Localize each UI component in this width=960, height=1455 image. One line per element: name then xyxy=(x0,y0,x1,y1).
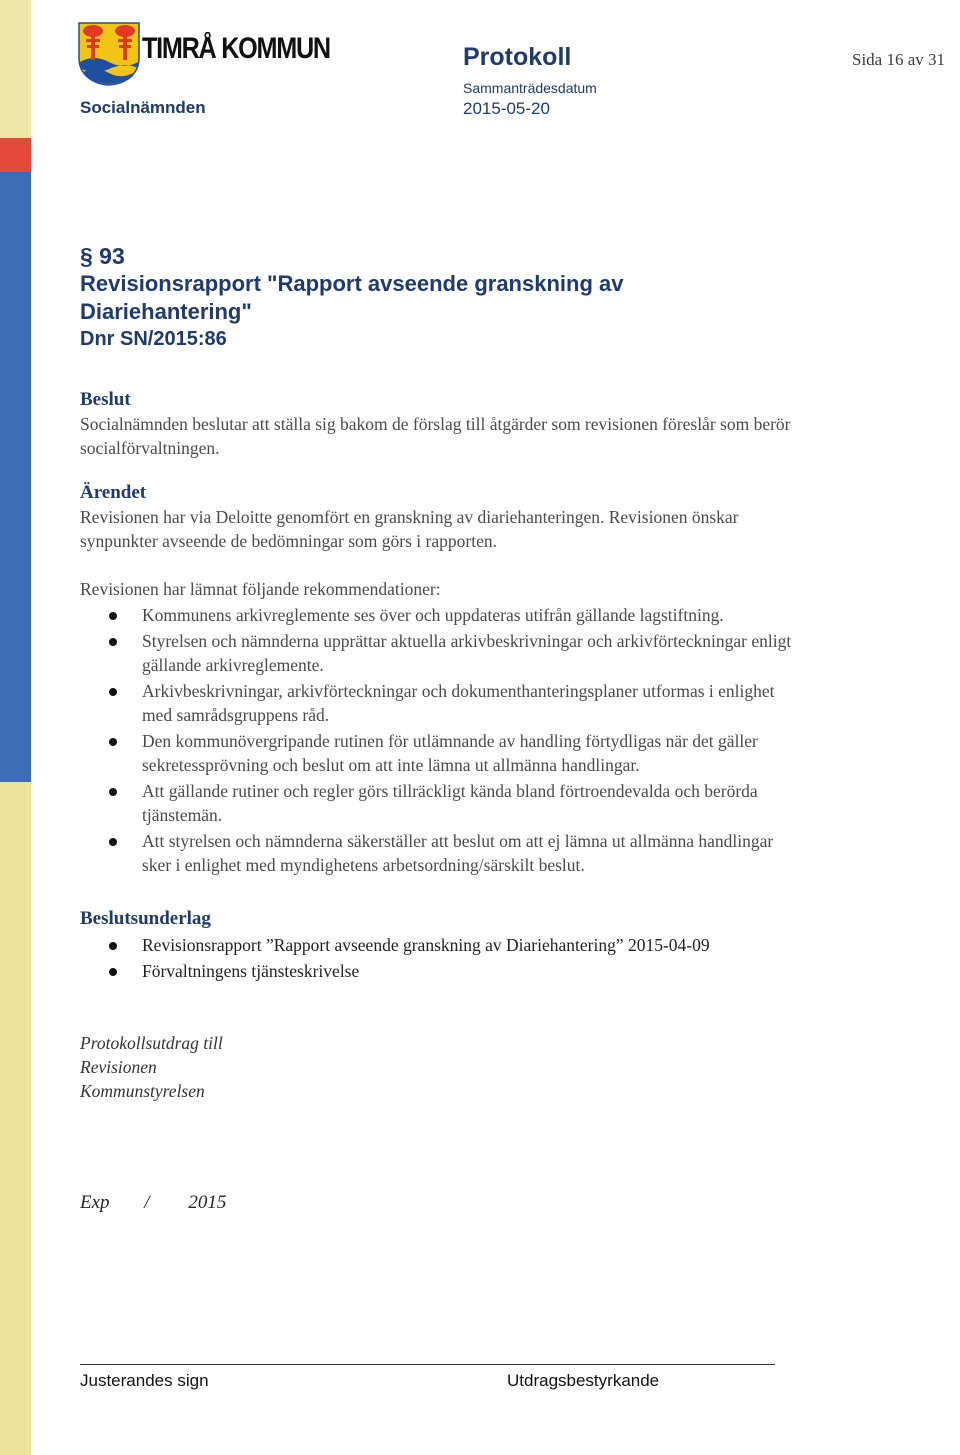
beslutsunderlag-list xyxy=(80,933,800,983)
list-item: Arkivbeskrivningar, arkivförteckningar och dokumenthanteringsplaner utformas i enlighet med samrådsgruppens råd. xyxy=(80,679,800,727)
bullet-icon xyxy=(109,638,117,646)
side-stripe-yellow-top xyxy=(0,0,31,138)
list-item: Revisionsrapport ”Rapport avseende granskning av Diariehantering” 2015-04-09 xyxy=(80,933,800,957)
list-item: Kommunens arkivreglemente ses över och uppdateras utifrån gällande lagstiftning. xyxy=(80,603,800,627)
bullet-icon xyxy=(109,788,117,796)
side-stripe-red xyxy=(0,138,31,172)
list-item: Den kommunövergripande rutinen för utlämnande av handling förtydligas när det gäller sekretessprövning och beslut om att inte lämna ut allmänna handlingar. xyxy=(80,729,800,777)
recommendations-intro: Revisionen har lämnat följande rekommendationer: xyxy=(80,579,441,599)
recipient-revisionen: Revisionen xyxy=(80,1057,157,1077)
bullet-icon xyxy=(109,612,117,620)
section-title-line-2: Diariehantering" xyxy=(80,299,252,324)
list-item: Förvaltningens tjänsteskrivelse xyxy=(80,959,800,983)
utdragsbestyrkande-label: Utdragsbestyrkande xyxy=(507,1371,660,1390)
arendet-heading: Ärendet xyxy=(80,482,147,503)
bullet-icon xyxy=(109,688,117,696)
signature-line-justerande xyxy=(80,1364,295,1365)
list-item: Att gällande rutiner och regler görs tillräckligt kända bland förtroendevalda och berörda tjänstemän. xyxy=(80,779,800,827)
municipality-brand: TIMRÅ KOMMUN xyxy=(142,32,330,65)
arendet-text: Revisionen har via Deloitte genomfört en granskning av diariehanteringen. Revisionen önskar synpunkter avseende de bedömningar som görs i rapporten. xyxy=(80,507,739,551)
expedition-year: 2015 xyxy=(188,1192,227,1213)
bullet-icon xyxy=(109,942,117,950)
expedition-slash: / xyxy=(144,1192,150,1213)
side-stripe-yellow-bottom xyxy=(0,782,31,1455)
section-title-line-1: Revisionsrapport "Rapport avseende granskning av xyxy=(80,271,624,296)
document-title: Protokoll xyxy=(463,43,572,71)
justerandes-sign-label: Justerandes sign xyxy=(80,1371,209,1390)
bullet-icon xyxy=(109,838,117,846)
beslut-heading: Beslut xyxy=(80,389,131,410)
paragraph-number: § 93 xyxy=(80,243,125,269)
expedition-label: Exp xyxy=(80,1192,110,1213)
bullet-icon xyxy=(109,968,117,976)
signature-line-utdrag xyxy=(295,1364,775,1365)
meeting-date: 2015-05-20 xyxy=(463,99,550,118)
beslut-text: Socialnämnden beslutar att ställa sig bakom de förslag till åtgärder som revisionen föreslår som berör socialförvaltningen. xyxy=(80,414,791,458)
list-item: Att styrelsen och nämnderna säkerställer att beslut om att ej lämna ut allmänna handlingar sker i enlighet med myndighetens arbetsordning/särskilt beslut. xyxy=(80,829,800,877)
diary-number: Dnr SN/2015:86 xyxy=(80,328,227,350)
beslutsunderlag-heading: Beslutsunderlag xyxy=(80,908,211,929)
timra-coat-of-arms-icon xyxy=(78,22,140,86)
bullet-icon xyxy=(109,738,117,746)
meeting-date-label: Sammanträdesdatum xyxy=(463,80,597,96)
recipient-kommunstyrelsen: Kommunstyrelsen xyxy=(80,1081,205,1101)
side-stripe-blue xyxy=(0,172,31,782)
expedition-line xyxy=(80,1192,226,1214)
document-body xyxy=(80,242,800,1103)
committee-name: Socialnämnden xyxy=(80,98,206,117)
page-number: Sida 16 av 31 xyxy=(852,50,946,69)
protokollsutdrag-heading: Protokollsutdrag till xyxy=(80,1033,223,1053)
recommendations-list xyxy=(80,603,800,877)
list-item: Styrelsen och nämnderna upprättar aktuella arkivbeskrivningar och arkivförteckningar enligt gällande arkivreglemente. xyxy=(80,629,800,677)
